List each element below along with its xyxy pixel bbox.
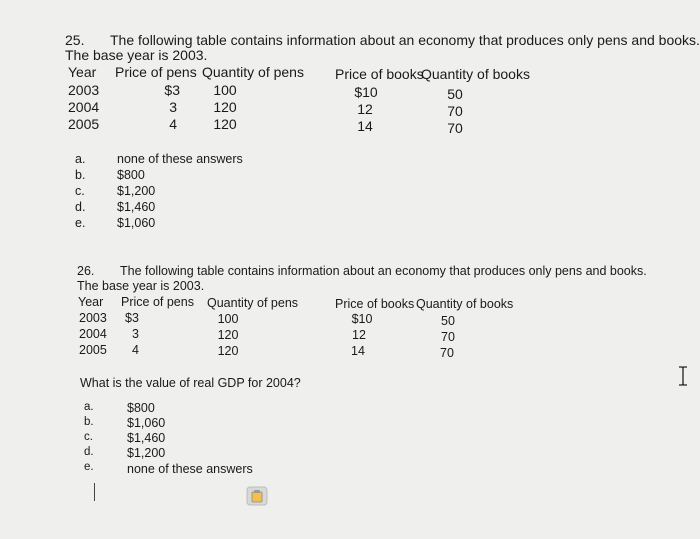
cell-qty-pens: 120 bbox=[213, 116, 237, 132]
choice-letter: d. bbox=[75, 200, 86, 214]
cell-qty-books: 70 bbox=[447, 120, 463, 136]
cell-price-pens: $3 bbox=[125, 311, 139, 325]
choice-text[interactable]: $1,060 bbox=[127, 416, 166, 430]
choice-letter: e. bbox=[84, 461, 94, 473]
base-year-note: The base year is 2003. bbox=[77, 279, 205, 293]
header-price-books: Price of books bbox=[335, 297, 415, 311]
cell-qty-books: 70 bbox=[447, 103, 463, 119]
header-qty-pens: Quantity of pens bbox=[202, 64, 304, 80]
choice-text[interactable]: $1,060 bbox=[117, 216, 156, 230]
cell-price-books: 12 bbox=[352, 328, 366, 342]
cell-price-books: $10 bbox=[351, 312, 373, 326]
cell-price-books: 14 bbox=[357, 118, 373, 134]
cell-year: 2003 bbox=[79, 311, 107, 325]
cell-year: 2003 bbox=[68, 82, 100, 98]
choice-letter: c. bbox=[75, 184, 85, 198]
header-qty-books: Quantity of books bbox=[421, 66, 530, 82]
choice-letter: a. bbox=[84, 401, 94, 413]
choice-text[interactable]: none of these answers bbox=[117, 152, 243, 166]
cell-price-pens: 4 bbox=[169, 116, 177, 132]
cell-qty-pens: 120 bbox=[213, 99, 237, 115]
cell-year: 2005 bbox=[79, 343, 107, 357]
cell-year: 2004 bbox=[68, 99, 100, 115]
question-prompt: The following table contains information about an economy that produces only pens and books. bbox=[110, 32, 700, 48]
text-caret bbox=[94, 483, 95, 501]
header-price-books: Price of books bbox=[335, 66, 424, 82]
base-year-note: The base year is 2003. bbox=[65, 47, 208, 63]
choice-text[interactable]: $800 bbox=[127, 401, 155, 415]
text-cursor-icon bbox=[676, 366, 690, 386]
question-prompt: The following table contains information about an economy that produces only pens and books. bbox=[120, 264, 647, 278]
cell-qty-books: 70 bbox=[440, 346, 454, 360]
header-price-pens: Price of pens bbox=[121, 295, 194, 309]
attachment-icon[interactable] bbox=[246, 486, 268, 506]
cell-qty-pens: 100 bbox=[217, 312, 239, 326]
choice-text[interactable]: $1,200 bbox=[117, 184, 156, 198]
choice-text[interactable]: $1,200 bbox=[127, 446, 166, 460]
question-text: What is the value of real GDP for 2004? bbox=[80, 376, 301, 390]
header-qty-books: Quantity of books bbox=[416, 297, 514, 311]
cell-price-pens: 3 bbox=[132, 327, 139, 341]
cell-qty-pens: 120 bbox=[217, 328, 239, 342]
cell-price-pens: 4 bbox=[132, 343, 139, 357]
header-year: Year bbox=[78, 295, 104, 309]
cell-qty-books: 70 bbox=[441, 330, 455, 344]
cell-price-pens: 3 bbox=[169, 99, 177, 115]
cell-qty-books: 50 bbox=[447, 86, 463, 102]
cell-qty-pens: 100 bbox=[213, 82, 237, 98]
choice-letter: e. bbox=[75, 216, 86, 230]
header-year: Year bbox=[68, 64, 97, 80]
choice-letter: b. bbox=[84, 416, 94, 428]
cell-qty-pens: 120 bbox=[217, 344, 239, 358]
choice-text[interactable]: $1,460 bbox=[127, 431, 166, 445]
choice-text[interactable]: none of these answers bbox=[127, 462, 253, 476]
cell-year: 2005 bbox=[68, 116, 100, 132]
question-number: 25. bbox=[65, 32, 85, 48]
choice-letter: b. bbox=[75, 168, 86, 182]
cell-price-books: 12 bbox=[357, 101, 373, 117]
cell-qty-books: 50 bbox=[441, 314, 455, 328]
choice-text[interactable]: $800 bbox=[117, 168, 145, 182]
choice-letter: d. bbox=[84, 446, 94, 458]
choice-letter: c. bbox=[84, 431, 93, 443]
header-qty-pens: Quantity of pens bbox=[207, 296, 299, 310]
cell-price-books: 14 bbox=[351, 344, 365, 358]
header-price-pens: Price of pens bbox=[115, 64, 197, 80]
cell-price-books: $10 bbox=[354, 84, 378, 100]
cell-price-pens: $3 bbox=[164, 82, 180, 98]
cell-year: 2004 bbox=[79, 327, 107, 341]
choice-text[interactable]: $1,460 bbox=[117, 200, 156, 214]
choice-letter: a. bbox=[75, 152, 86, 166]
question-number: 26. bbox=[77, 264, 95, 278]
